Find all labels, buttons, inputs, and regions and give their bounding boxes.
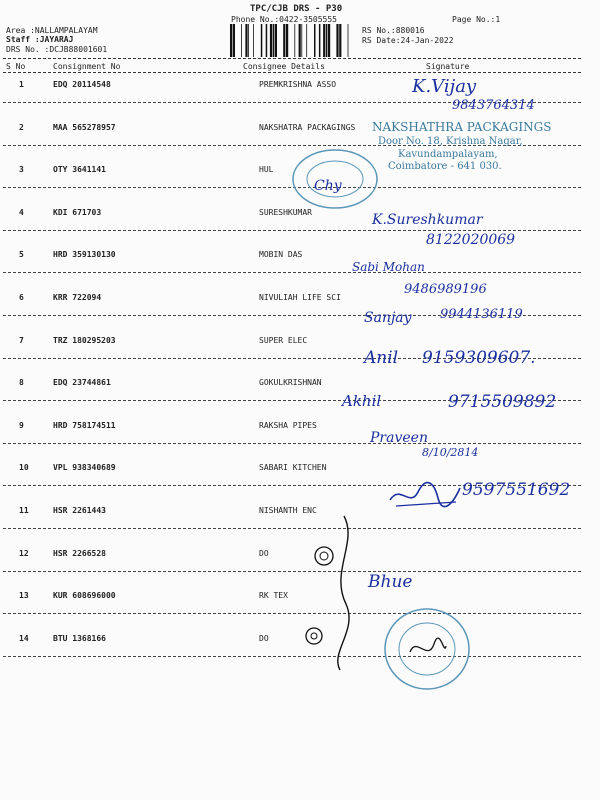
- table-row: [0, 250, 600, 292]
- row-divider: [3, 528, 581, 529]
- row-sno: 12: [19, 548, 29, 558]
- row-consignee-details: NISHANTH ENC: [259, 506, 317, 515]
- signature-5-phone: 9486989196: [404, 282, 487, 297]
- row-consignment-no: HSR 2261443: [53, 506, 106, 515]
- row-sno: 4: [19, 207, 24, 217]
- row-sno: 2: [19, 122, 24, 132]
- rk-tex-round-stamp: [382, 606, 472, 692]
- row-consignee-details: MOBIN DAS: [259, 250, 303, 260]
- signature-3: Chy: [314, 178, 342, 194]
- phone-number: Phone No.:0422-3505555: [231, 15, 337, 24]
- stamp-2-company: NAKSHATHRA PACKAGINGS: [372, 120, 552, 134]
- signature-5-name: Sabi Mohan: [352, 260, 425, 274]
- row-divider: [3, 613, 581, 614]
- row-consignment-no: HRD 758174511: [53, 420, 116, 430]
- row-consignee-details: SURESHKUMAR: [259, 207, 312, 217]
- signature-10-scribble: [386, 478, 466, 514]
- row-consignee-details: SUPER ELEC: [259, 335, 308, 345]
- row-sno: 5: [19, 250, 24, 260]
- row-divider: [3, 230, 581, 231]
- header-rule-top: [3, 58, 581, 59]
- row-consignment-no: MAA 565278957: [53, 122, 116, 132]
- stamp-2-address-1: Door No. 18, Krishna Nagar,: [378, 136, 523, 147]
- signature-1-phone: 9843764314: [452, 98, 535, 113]
- rs-date: RS Date:24-Jan-2022: [362, 36, 454, 45]
- row-consignee-details: RAKSHA PIPES: [259, 420, 317, 430]
- row-sno: 1: [19, 80, 24, 89]
- row-consignee-details: PREMKRISHNA ASSO: [259, 80, 337, 89]
- page-number: Page No.:1: [452, 15, 501, 24]
- row-divider: [3, 272, 581, 273]
- row-sno: 7: [19, 335, 24, 345]
- signature-11-14-scribble: [300, 512, 360, 672]
- area-label: Area :NALLAMPALAYAM: [6, 26, 98, 35]
- col-header-consignment: Consignment No: [53, 62, 121, 71]
- signature-8-name: Akhil: [342, 392, 382, 410]
- row-consignment-no: KRR 722094: [53, 293, 102, 302]
- row-consignment-no: EDQ 23744861: [53, 378, 111, 388]
- signature-12: Bhue: [368, 572, 413, 592]
- row-consignment-no: OTY 3641141: [53, 165, 106, 175]
- row-consignment-no: KDI 671703: [53, 207, 102, 217]
- stamp-2-address-3: Coimbatore - 641 030.: [388, 161, 502, 172]
- row-consignee-details: HUL: [259, 165, 274, 175]
- row-consignment-no: EDQ 20114548: [53, 80, 111, 89]
- row-divider: [3, 571, 581, 572]
- signature-8-phone: 9715509892: [448, 392, 557, 412]
- header-rule-bottom: [3, 72, 581, 73]
- document-title: TPC/CJB DRS - P30: [250, 4, 343, 14]
- row-consignee-details: NAKSHATRA PACKAGINGS: [259, 122, 356, 132]
- row-consignee-details: SABARI KITCHEN: [259, 463, 327, 473]
- row-consignment-no: BTU 1368166: [53, 633, 106, 643]
- row-divider: [3, 443, 581, 444]
- signature-7-name: Anil: [364, 348, 399, 368]
- row-consignee-details: DO: [259, 633, 269, 643]
- row-consignee-details: GOKULKRISHNAN: [259, 378, 322, 388]
- signature-9-name: Praveen: [370, 430, 428, 446]
- row-consignment-no: VPL 938340689: [53, 463, 116, 473]
- col-header-sno: S No: [6, 62, 26, 71]
- drs-number: DRS No. :DCJB88001601: [6, 45, 108, 54]
- signature-4-phone: 8122020069: [426, 232, 516, 248]
- col-header-details: Consignee Details: [243, 62, 325, 71]
- row-consignment-no: HRD 359130130: [53, 250, 116, 260]
- col-header-signature: Signature: [426, 62, 470, 71]
- signature-6-phone: 9944136119: [440, 307, 523, 322]
- table-row: [0, 421, 600, 463]
- row-consignment-no: TRZ 180295203: [53, 335, 116, 345]
- row-sno: 11: [19, 506, 29, 515]
- stamp-2-address-2: Kavundampalayam,: [398, 149, 498, 160]
- row-sno: 14: [19, 633, 29, 643]
- row-consignment-no: HSR 2266528: [53, 548, 106, 558]
- signature-7-phone: 9159309607.: [422, 348, 536, 368]
- signature-10-phone: 9597551692: [462, 480, 571, 500]
- row-consignee-details: DO: [259, 548, 269, 558]
- row-sno: 8: [19, 378, 24, 388]
- signature-1-name: K.Vijay: [412, 76, 477, 97]
- staff-label: Staff :JAYARAJ: [6, 35, 74, 44]
- row-consignee-details: NIVULIAH LIFE SCI: [259, 293, 341, 302]
- barcode: [230, 24, 350, 57]
- row-consignee-details: RK TEX: [259, 591, 288, 601]
- row-consignment-no: KUR 608696000: [53, 591, 116, 601]
- row-sno: 3: [19, 165, 24, 175]
- signature-6-name: Sanjay: [364, 310, 412, 326]
- row-divider: [3, 656, 581, 657]
- signature-4-name: K.Sureshkumar: [372, 212, 483, 228]
- row-sno: 10: [19, 463, 29, 473]
- row-sno: 6: [19, 293, 24, 302]
- row-sno: 13: [19, 591, 29, 601]
- signature-9-date: 8/10/2814: [422, 446, 479, 459]
- row-sno: 9: [19, 420, 24, 430]
- rs-number: RS No.:880016: [362, 26, 425, 35]
